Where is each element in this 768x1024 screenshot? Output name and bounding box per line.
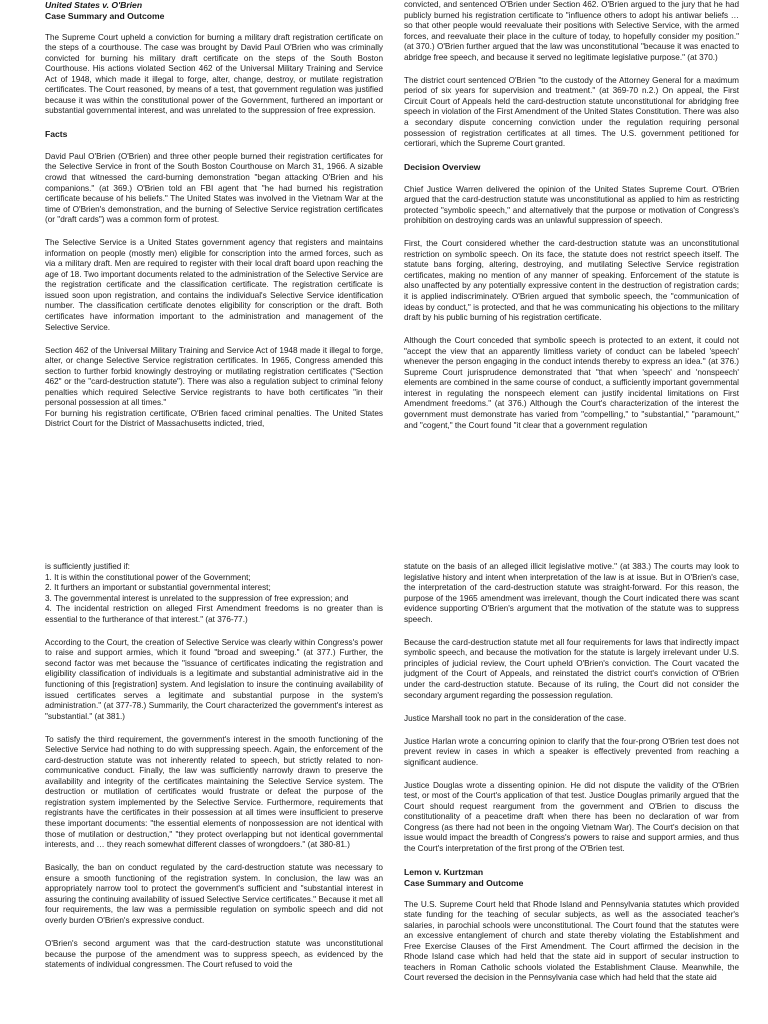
decision-paragraph-1: Chief Justice Warren delivered the opinion of the United States Supreme Court. O'Brien argued that the card-destruction statute was unconstitutional as applied to him as restricting protected "symbolic speech," and alternatively that the purpose or motivation of Congress's prohibition on destroying cards was an unlawful suppression of speech. [404, 184, 739, 226]
test-list-item-1: 1. It is within the constitutional power of the Government; [45, 572, 251, 582]
analysis-paragraph-2: To satisfy the third requirement, the government's interest in the smooth functioning of the Selective Service had nothing to do with suppressing speech. Again, the enforcement of the card-destruction statute was not inherently related to speech, but strictly related to non-communicative conduct. Finally, the law was sufficiently narrowly drawn to preserve the availability and integrity of the certificates maintaining the Selective Service system. The destruction or mutilation of certificates would frustrate or defeat the purpose of the registration system implemented by the Selective Service. Furthermore, requirements that registrants have the certificates in their possession at all times were insufficient to preserve these important documents: "the essential elements of nonpossession are not identical with those of mutilation or destruction," "they protect overlapping but not identical governmental interests, and … they reach somewhat different classes of wrongdoers." (at 380-81.) [45, 734, 383, 850]
left-column-bottom [45, 562, 383, 983]
case-subtitle-obrien: Case Summary and Outcome [45, 11, 165, 21]
marshall-paragraph: Justice Marshall took no part in the consideration of the case. [404, 713, 627, 723]
facts-heading: Facts [45, 129, 68, 140]
analysis-paragraph-4: O'Brien's second argument was that the card-destruction statute was unconstitutional because the purpose of the amendment was to suppress speech, as evidenced by the statements of individual congressmen. The Court refused to void the [45, 938, 383, 970]
summary-paragraph: The Supreme Court upheld a conviction for burning a military draft registration certificate on the steps of a courthouse. The case was brought by David Paul O'Brien who was criminally convicted for burning his military draft certificate on the steps of the South Boston Courthouse. His actions violated Section 462 of the Universal Military Training and Service Act of 1948, which made it illegal to forge, alter, change, destroy, or mutilate registration certificates. The Court reasoned, by means of a test, that government regulation was justified because it was within the constitutional power of the Government, furthered an important or substantial governmental interest, and was unrelated to the suppression of free expression. [45, 32, 383, 116]
test-list-item-3: 3. The governmental interest is unrelated to the suppression of free expression; and [45, 593, 349, 603]
facts-paragraph-4: For burning his registration certificate, O'Brien faced criminal penalties. The United States District Court for the District of Massachusetts indicted, tried, [45, 408, 383, 429]
harlan-paragraph: Justice Harlan wrote a concurring opinion to clarify that the four-prong O'Brien test does not prevent review in cases in which a speaker is effectively prevented from reaching a significant audience. [404, 736, 739, 767]
decision-paragraph-2: First, the Court considered whether the card-destruction statute was an unconstitutional restriction on symbolic speech. On its face, the statute does not restrict speech itself. The statute bans forging, altering, destroying, and mutilating Selective Service registration certificates, making no mention of any manner of speaking. Enforcement of the statute is also unaffected by any potentially expressive content in the destruction of registration cards; it is applied indiscriminately. O'Brien argued that symbolic speech, the "communication of ideas by conduct," is protected, and that he was communicating his objections to the military draft by his public burning of his registration certificate. [404, 239, 739, 323]
decision-paragraph-3: Although the Court conceded that symbolic speech is protected to an extent, it could not "accept the view that an apparently limitless variety of conduct can be labeled 'speech' whenever the person engaging in the conduct intends thereby to express an idea." (at 376.) Supreme Court jurisprudence demonstrated that "that when 'speech' and 'nonspeech' elements are combined in the same course of conduct, a sufficiently important governmental interest in regulating the nonspeech element can justify incidental limitations on First Amendment freedoms." (at 376.) Although the Court's characterization of the interest the government must demonstrate has varied from "compelling," to "substantial," "paramount," and "cogent," the Court found "it clear that a government regulation [404, 336, 739, 430]
facts-paragraph-2: The Selective Service is a United States government agency that registers and maintains information on people (mostly men) eligible for conscription into the armed forces, such as via a military draft. Men are required to register with their local draft board upon reaching the age of 18. Two important documents related to the administration of the Selective Service are the registration certificate and the classification certificate. The registration certificate is issued soon upon registration, and contains the individual's Selective Service identification number. The classification certificate denotes eligibility for conscription or the draft. Both certificates have information important to the administration and management of the Selective Service. [45, 238, 383, 332]
analysis-paragraph-5: statute on the basis of an alleged illicit legislative motive." (at 383.) The courts may look to legislative history and intent when interpretation of the law is at issue. But in O'Brien's case, the interpretation of the card-destruction statute was straight-forward. For this reason, the purpose of the 1965 amendment was irrelevant, though the Court indicated there was scant evidence supporting O'Brien's argument that the motivation of the statute was to suppress speech. [404, 562, 739, 624]
case-title-lemon: Lemon v. Kurtzman [404, 867, 484, 878]
facts-paragraph-5: convicted, and sentenced O'Brien under Section 462. O'Brien argued to the jury that he had publicly burned his registration certificate to "influence others to adopt his antiwar beliefs … so that other people would reevaluate their positions with Selective Service, with the armed forces, and reevaluate their place in the culture of today, to hopefully consider my position." (at 370.) O'Brien further argued that the law was unconstitutional "because it was enacted to abridge free speech, and because it served no legitimate legislative purpose." (at 370.) [404, 0, 739, 62]
test-list-item-2: 2. It furthers an important or substantial governmental interest; [45, 583, 271, 593]
case-subtitle-lemon: Case Summary and Outcome [404, 878, 524, 889]
right-column-bottom [404, 562, 739, 996]
left-column-top [45, 0, 383, 443]
analysis-paragraph-3: Basically, the ban on conduct regulated by the card-destruction statute was necessary to ensure a smooth functioning of the registration system. In conclusion, the law was an appropriately narrow tool to protect the government's sufficient and "substantial interest in assuring the continuing availability of issued Selective Service certificates." Because it met all four requirements, the law was a permissible regulation on symbolic speech and did not overly burden O'Brien's expressive conduct. [45, 863, 383, 925]
page-bottom-section [0, 562, 768, 1024]
douglas-paragraph: Justice Douglas wrote a dissenting opinion. He did not dispute the validity of the O'Brien test, or most of the Court's application of that test. Justice Douglas primarily argued that the Court should request reargument from the government and O'Brien to discuss the constitutionality of a peacetime draft when there has been no declaration of war from Congress (as there had not been in the ongoing Vietnam War). The Court's decision on that issue would impact the breadth of Congress's powers to raise and support armies, and thus the Court's interpretation of the first prong of the O'Brien test. [404, 780, 739, 854]
analysis-paragraph-1: According to the Court, the creation of Selective Service was clearly within Congress's power to raise and support armies, which it found "broad and sweeping." (at 377.) Further, the second factor was met because the "issuance of certificates indicating the registration and eligibility classification of individuals is a legitimate and substantial administrative aid in the functioning of this [registration] system. And legislation to insure the continuing availability of issued certificates serves a legitimate and substantial purpose in the system's administration." (at 377-78.) Summarily, the Court characterized the government's interest as "substantial." (at 381.) [45, 637, 383, 721]
test-list-item-4: 4. The incidental restriction on alleged First Amendment freedoms is no greater than is essential to the furtherance of that interest." (at 376-77.) [45, 604, 383, 624]
right-column-top [404, 0, 739, 444]
decision-heading: Decision Overview [404, 162, 481, 173]
facts-paragraph-1: David Paul O'Brien (O'Brien) and three other people burned their registration certificates for the Selective Service in front of the South Boston Courthouse on March 31, 1966. A sizable crowd that witnessed the card-burning demonstration "began attacking O'Brien and his companions." (at 369.) O'Brien told an FBI agent that "he had burned his registration certificate because of his beliefs." The United States was involved in the Vietnam War at the time of O'Brien's demonstration, and the burning of Selective Service registration certificates (or "draft cards") was a common form of protest. [45, 151, 383, 225]
case-title-obrien: United States v. O'Brien [45, 0, 143, 10]
analysis-paragraph-6: Because the card-destruction statute met all four requirements for laws that indirectly impact symbolic speech, and because the motivation for the statute is largely irrelevant under U.S. principles of judicial review, the Court upheld O'Brien's conviction. The Court vacated the judgment of the Court of Appeals, and reinstated the district court's conviction of O'Brien under the card-destruction statute. Because of its ruling, the Court did not consider the secondary argument regarding the possession regulation. [404, 637, 739, 700]
lemon-summary-paragraph: The U.S. Supreme Court held that Rhode Island and Pennsylvania statutes which provided state funding for the teaching of secular subjects, as well as the associated teacher's salaries, in parochial schools were unconstitutional. The Court found that the statutes were an excessive entanglement of church and state thereby violating the Establishment and Free Exercise Clauses of the First Amendment. The Court affirmed the decision in the Rhode Island case which had held that the state aid in support of secular instruction to teachers in Roman Catholic schools violated the Establishment Clause. Meanwhile, the Court reversed the decision in the Pennsylvania case which had held that the state aid [404, 899, 739, 983]
facts-paragraph-6: The district court sentenced O'Brien "to the custody of the Attorney General for a maximum period of six years for supervision and treatment." (at 369-70 n.2.) On appeal, the First Circuit Court of Appeals held the card-destruction statute unconstitutional for abridging free speech in violation of the First Amendment of the United States Constitution. There was also a secondary dispute concerning conviction under the regulation requiring personal possession of registration certificates at all times. The U.S. government petitioned for certiorari, which the Supreme Court granted. [404, 75, 739, 149]
test-list-intro: is sufficiently justified if: [45, 562, 130, 571]
facts-paragraph-3: Section 462 of the Universal Military Training and Service Act of 1948 made it illegal to forge, alter, or change Selective Service registration certificates. In 1965, Congress amended this section to further forbid knowingly destroying or mutilating registration certificates ("Section 462" or the "card-destruction statute"). There was also a regulation subject to criminal felony penalties which required Selective Service registrants to have both certificates "in their personal possession at all times." [45, 345, 383, 408]
